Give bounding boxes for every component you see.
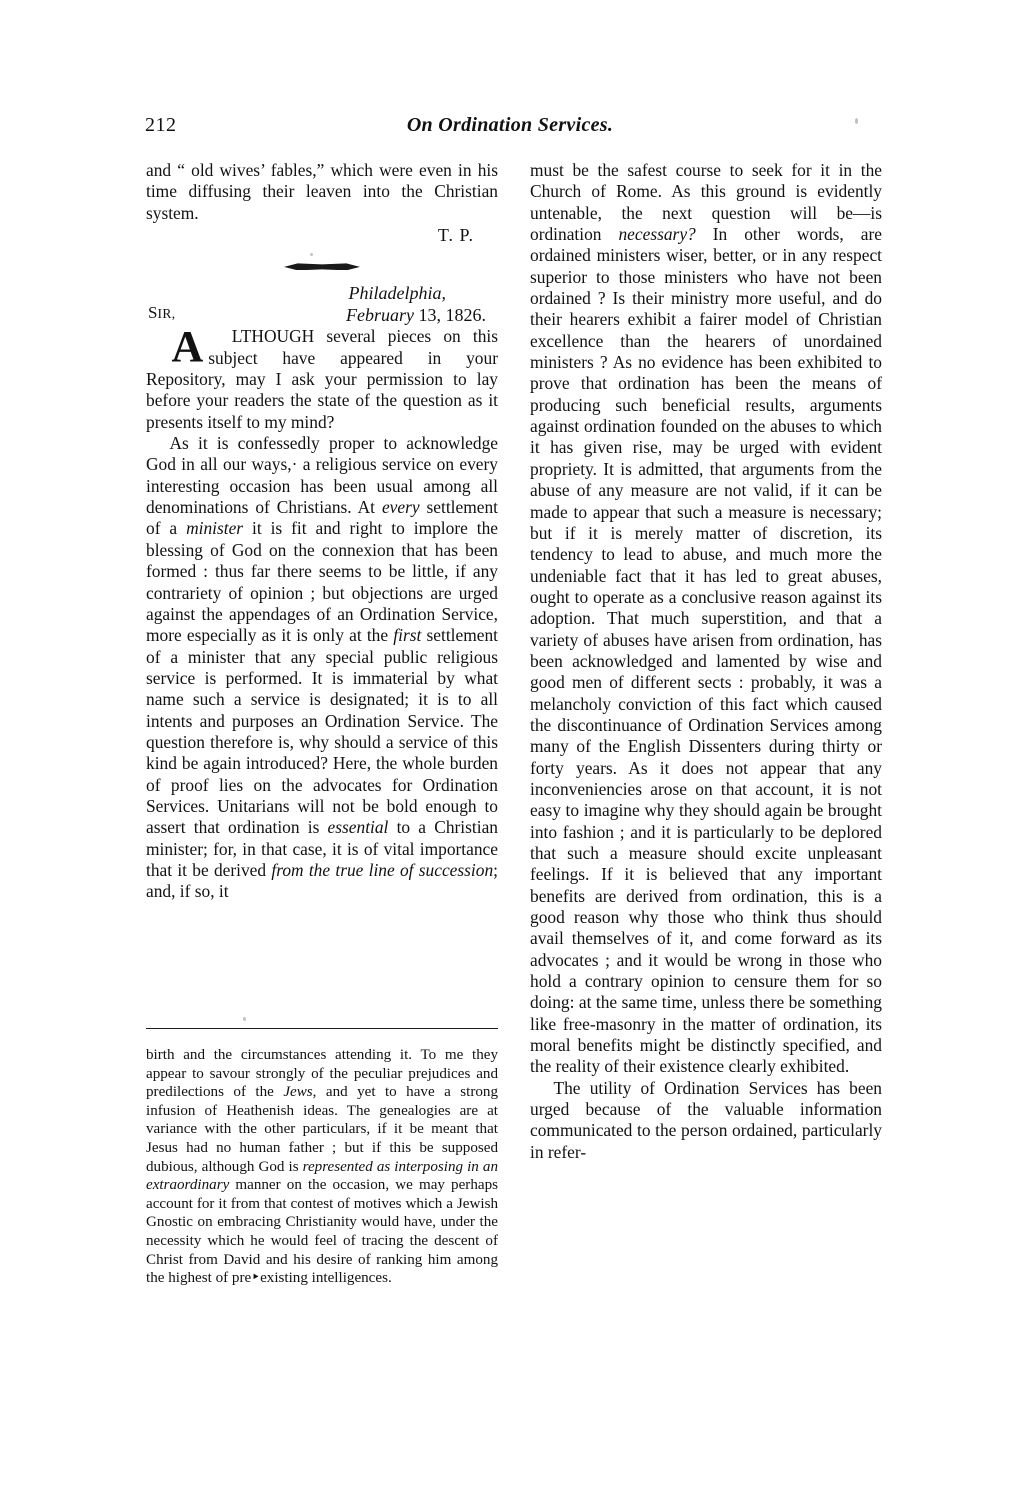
continued-paragraph: and “ old wives’ fables,” which were even in his time diffusing their leaven into the Christian system.: [146, 160, 498, 223]
scan-speck: [243, 1017, 246, 1021]
footnote-rule: [146, 1028, 498, 1029]
right-column: [530, 160, 882, 1163]
salutation: SIR,: [148, 303, 176, 323]
footnote: [146, 1046, 498, 1288]
opening-word: LTHOUGH: [231, 326, 315, 347]
body-paragraph: The utility of Ordination Services has been urged because of the valuable information communicated to the person ordained, particularly in refer-: [530, 1077, 882, 1162]
footnote-text: birth and the circumstances attending it. To me they appear to savour strongly of the peculiar prejudices and predilections of the Jews, and yet to have a strong infusion of Heathenish ideas. The genealogies are at variance with the other particulars, if it be meant that Jesus had no human father ; but if this be supposed dubious, although God is represented as interposing in an extraordinary manner on the occasion, we may perhaps account for it from that contest of motives which a Jewish Gnostic on embracing Christianity would have, under the necessity which he would feel of tracing the descent of Christ from David and his desire of ranking him among the highest of pre‣existing intelligences.: [146, 1047, 498, 1287]
left-column: [146, 160, 498, 903]
running-head: [145, 114, 875, 140]
lozenge-divider-icon: [146, 254, 498, 276]
body-paragraph: must be the safest course to seek for it in the Church of Rome. As this ground is evidently untenable, the next question will be—is ordination necessary? In other words, are ordained ministers wiser, better, or in any respect superior to those ministers who have not been ordained ? Is their ministry more useful, and do their hearers exhibit a fairer model of Christian excellence than the hearers of unordained ministers ? As no evidence has been exhibited to prove that ordination has been the means of producing such beneficial results, arguments against ordination founded on the abuses to which it has given rise, may be urged with evident propriety. It is admitted, that arguments from the abuse of any measure are not valid, if it can be made to appear that such a measure is necessary; but if it is merely matter of discretion, its tendency to lead to abuse, and much more the undeniable fact that it has led to great abuses, ought to operate as a conclusive reason against its adoption. That much superstition, and that a variety of abuses have arisen from ordination, has been acknowledged and lamented by wise and good men of different sects : probably, it was a melancholy conviction of this fact which caused the discontinuance of Ordination Services among many of the English Dissenters during thirty or forty years. As it does not appear that any inconveniencies arose on that account, it is not easy to imagine why they should again be brought into fashion ; and it is particularly to be deplored that such a measure should excite unpleasant feelings. If it is believed that any important benefits are derived from ordination, this is a good reason why those who think thus should avail themselves of it, and come forward as its advocates ; and it would be wrong in those who hold a contrary opinion to censure them for so doing: at the same time, unless there be something like free-masonry in the matter of ordination, its moral benefits might be distinctly specified, and the reality of their existence clearly exhibited.: [530, 160, 882, 1077]
running-title: On Ordination Services.: [406, 114, 614, 136]
dateline-place: Philadelphia,: [348, 283, 446, 304]
letter-signature: T. P.: [437, 225, 474, 246]
drop-cap: A: [171, 322, 204, 372]
dateline-date: February 13, 1826.: [346, 305, 486, 326]
dateline: [146, 282, 498, 326]
page-number: 212: [145, 114, 177, 136]
opening-paragraph: A LTHOUGH several pieces on this subject have appeared in your Repository, may I ask your permission to lay before your readers the state of the question as it presents itself to my mind?: [146, 322, 498, 432]
body-paragraph: As it is confessedly proper to acknowledge God in all our ways,· a religious service on every interesting occasion has been usual among all denominations of Christians. At every settlement of a minister it is fit and right to implore the blessing of God on the connexion that has been formed : thus far there seems to be little, if any contrariety of opinion ; but objections are urged against the appendages of an Ordination Service, more especially as it is only at the first settlement of a minister that any special public religious service is performed. It is immaterial by what name such a service is designated; it is to all intents and purposes an Ordination Service. The question therefore is, why should a service of this kind be again introduced? Here, the whole burden of proof lies on the advocates for Ordination Services. Unitarians will not be bold enough to assert that ordination is essential to a Christian minister; for, in that case, it is of vital importance that it be derived from the true line of succession; and, if so, it: [146, 433, 498, 902]
